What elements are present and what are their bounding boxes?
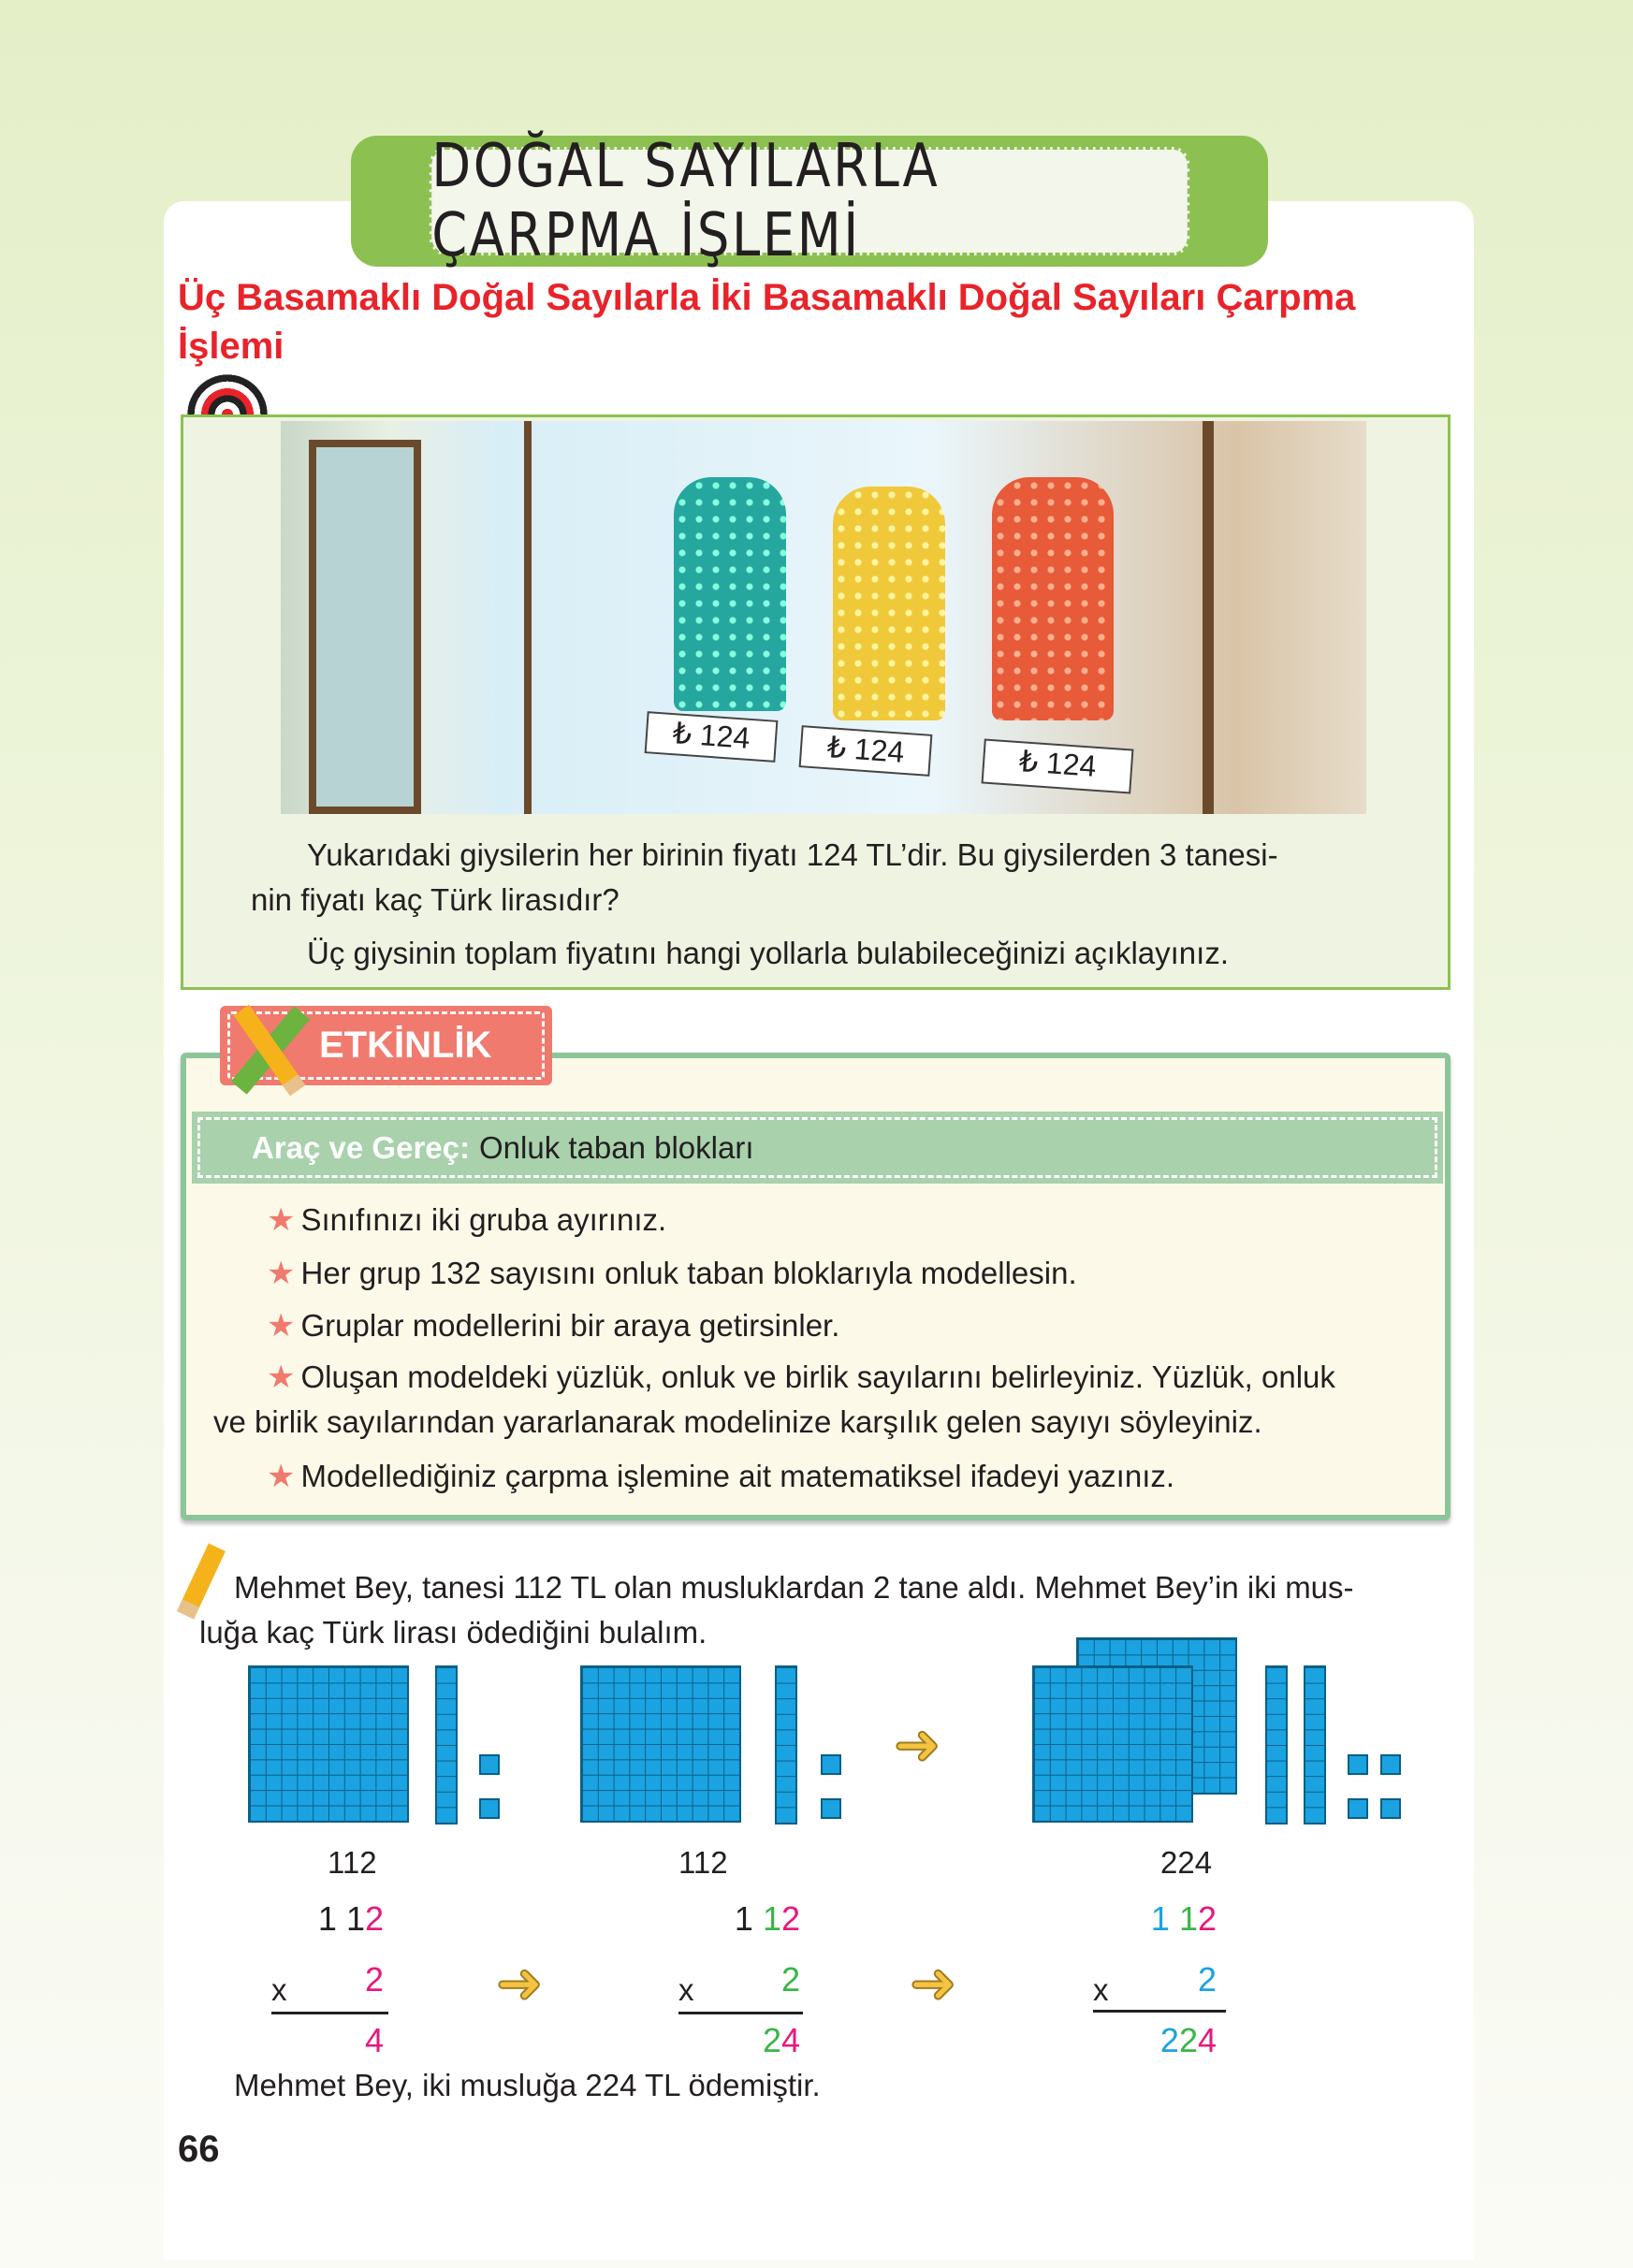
hundreds-block [248,1665,409,1823]
tens-rod [1265,1665,1288,1825]
intro-line: Yukarıdaki giysilerin her birinin fiyatı 124 TL’dir. Bu giysilerden 3 tanesi- [307,837,1278,872]
arrow-icon: ➜ [910,1952,957,2014]
example-line: Mehmet Bey, tanesi 112 TL olan musluklardan 2 tane aldı. Mehmet Bey’in iki mus- [234,1570,1354,1605]
tens-rod [1304,1665,1326,1825]
tools-value: Onluk taban blokları [478,1129,754,1165]
tens-rod [435,1665,458,1825]
rule [271,2012,388,2014]
star-icon: ★ [267,1202,296,1238]
price-tag: ₺ 124 [982,738,1134,793]
activity-item: ★ Gruplar modellerini bir araya getirsinler. [267,1308,840,1344]
teal-dress [674,477,786,711]
times-sign: x [1093,1972,1109,2007]
model-label: 224 [1160,1845,1213,1880]
arrow-icon: ➜ [894,1713,941,1776]
hundreds-block [1032,1665,1193,1823]
example-line: luğa kaç Türk lirası ödediğini bulalım. [199,1615,707,1650]
activity-item: ★ Sınıfınızı iki gruba ayırınız. [267,1202,667,1238]
price-tag: ₺ 124 [645,711,779,763]
multiplier: 2 [1197,1960,1217,1999]
unit-cube [821,1754,841,1775]
intro-line: Üç giysinin toplam fiyatını hangi yollarla bulabileceğinizi açıklayınız. [307,936,1229,970]
multiplicand: 1 12 [317,1899,384,1938]
hundreds-block [580,1665,741,1823]
section-heading: Üç Basamaklı Doğal Sayılarla İki Basamaklı Doğal Sayıları Çarpma İşlemi [178,277,1356,367]
unit-cube [821,1798,841,1819]
rule [678,2012,803,2014]
price-tag: ₺ 124 [799,725,933,777]
activity-item: ★ Her grup 132 sayısını onluk taban bloklarıyla modellesin. [267,1256,1077,1291]
star-icon: ★ [267,1256,296,1291]
product: 224 [1159,2021,1217,2059]
model-label: 112 [328,1845,377,1880]
unit-cube [1348,1754,1368,1775]
product: 4 [364,2021,384,2059]
times-sign: x [271,1972,287,2007]
rule [1093,2010,1226,2013]
activity-badge-label: ETKİNLİK [227,1011,545,1080]
unit-cube [1348,1798,1368,1819]
unit-cube [1380,1754,1401,1775]
page-number: 66 [178,2129,220,2170]
tools-label: Araç ve Gereç: [252,1129,470,1165]
activity-item: ★ Oluşan modeldeki yüzlük, onluk ve birlik sayılarını belirleyiniz. Yüzlük, onluk [267,1359,1335,1395]
shop-window-illustration [281,421,1366,814]
activity-item: ★ Modellediğiniz çarpma işlemine ait matematiksel ifadeyi yazınız. [267,1459,1175,1494]
model-label: 112 [678,1845,728,1880]
star-icon: ★ [267,1308,296,1344]
activity-item-continued: ve birlik sayılarından yararlanarak modelinize karşılık gelen sayıyı söyleyiniz. [213,1404,1262,1439]
red-dress [992,477,1114,720]
conclusion: Mehmet Bey, iki musluğa 224 TL ödemiştir. [234,2068,821,2102]
tens-rod [775,1665,797,1825]
multiplier: 2 [780,1960,800,1999]
star-icon: ★ [267,1459,296,1494]
unit-cube [1380,1798,1401,1819]
yellow-dress [833,487,945,720]
product: 24 [762,2021,800,2059]
unit-cube [479,1798,500,1819]
unit-cube [479,1754,500,1775]
times-sign: x [678,1972,694,2007]
page-title: DOĞAL SAYILARLA ÇARPMA İŞLEMİ [430,147,1190,255]
multiplier: 2 [364,1960,384,1999]
multiplicand: 1 12 [1150,1899,1217,1938]
star-icon: ★ [267,1359,296,1395]
pencil-ruler-icon [225,1001,309,1095]
title-banner [351,132,1268,270]
intro-line: nin fiyatı kaç Türk lirasıdır? [251,882,620,917]
tools-bar [192,1112,1443,1184]
arrow-icon: ➜ [496,1952,544,2014]
multiplicand: 1 12 [734,1899,800,1938]
